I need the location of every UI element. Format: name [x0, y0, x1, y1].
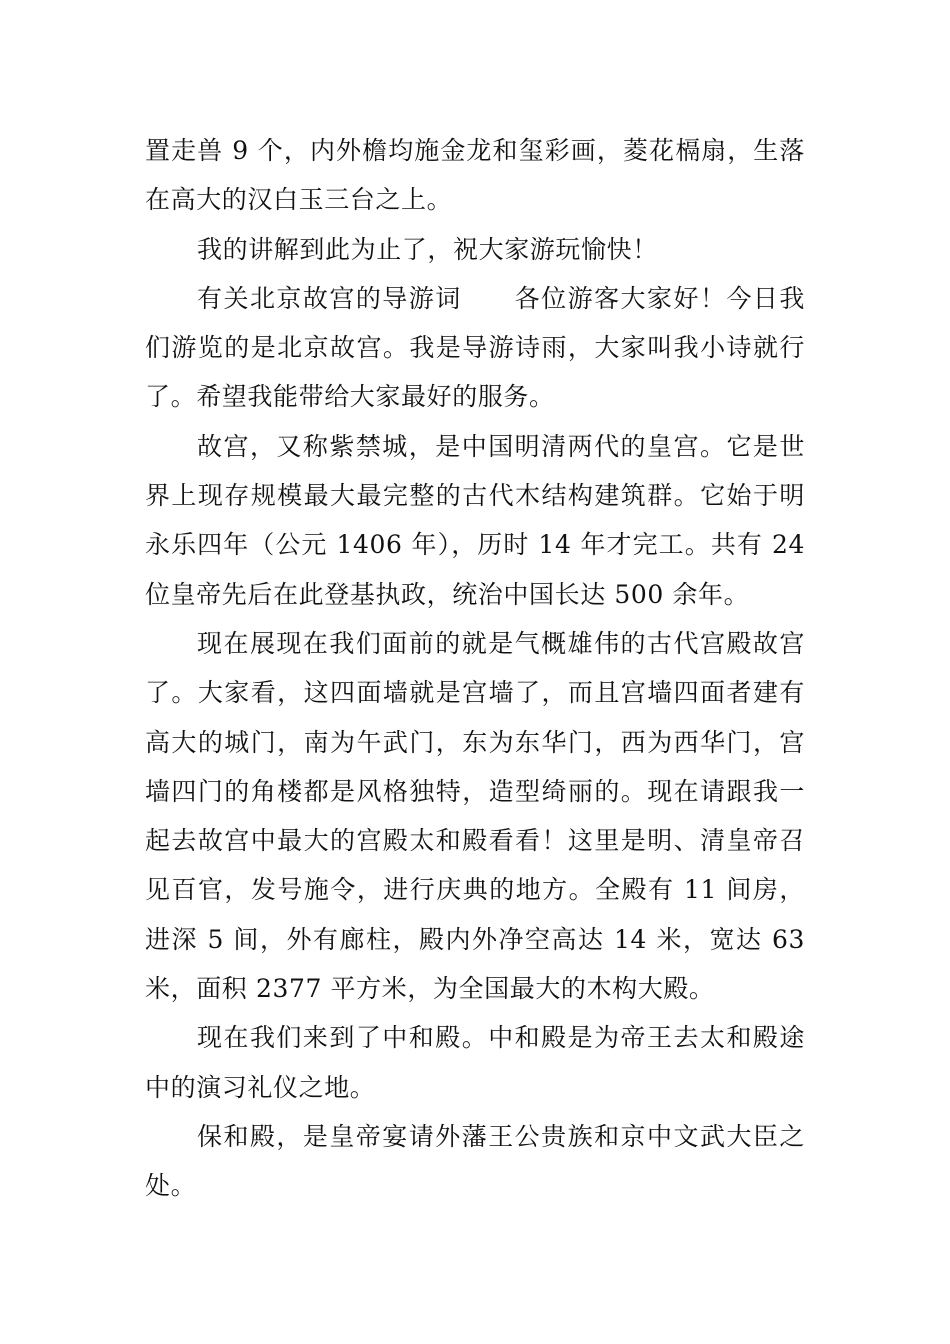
- paragraph-intro: 有关北京故宫的导游词 各位游客大家好！今日我们游览的是北京故宫。我是导游诗雨，大家叫我小诗就行了。希望我能带给大家最好的服务。: [145, 283, 805, 412]
- paragraph-baohe-hall: 保和殿，是皇帝宴请外藩王公贵族和京中文武大臣之处。: [145, 1121, 805, 1201]
- paragraph-zhonghe-hall: 现在我们来到了中和殿。中和殿是为帝王去太和殿途中的演习礼仪之地。: [145, 1023, 805, 1102]
- paragraph-continuation: 置走兽 9 个，内外檐均施金龙和玺彩画，菱花槅扇，生落在高大的汉白玉三台之上。: [145, 136, 805, 215]
- paragraph-taihe-hall: 现在展现在我们面前的就是气概雄伟的古代宫殿故宫了。大家看，这四面墙就是宫墙了，而且宫墙四面者建有高大的城门，南为午武门，东为东华门，西为西华门，宫墙四门的角楼都是风格独特，造型绮丽的。现在请跟我一起去故宫中最大的宫殿太和殿看看！这里是明、清皇帝召见百官，发号施令，进行庆典的地方。全殿有 11 间房，进深 5 间，外有廊柱，殿内外净空高达 14 米，宽达 63 米，面积 2377 平方米，为全国最大的木构大殿。: [145, 628, 805, 1004]
- document-body: [145, 126, 805, 1211]
- paragraph-closing: 我的讲解到此为止了，祝大家游玩愉快！: [197, 234, 658, 264]
- paragraph-history: 故宫，又称紫禁城，是中国明清两代的皇宫。它是世界上现存规模最大最完整的古代木结构建筑群。它始于明永乐四年（公元 1406 年），历时 14 年才完工。共有 24 位皇帝先后在此登基执政，统治中国长达 500 余年。: [145, 431, 805, 609]
